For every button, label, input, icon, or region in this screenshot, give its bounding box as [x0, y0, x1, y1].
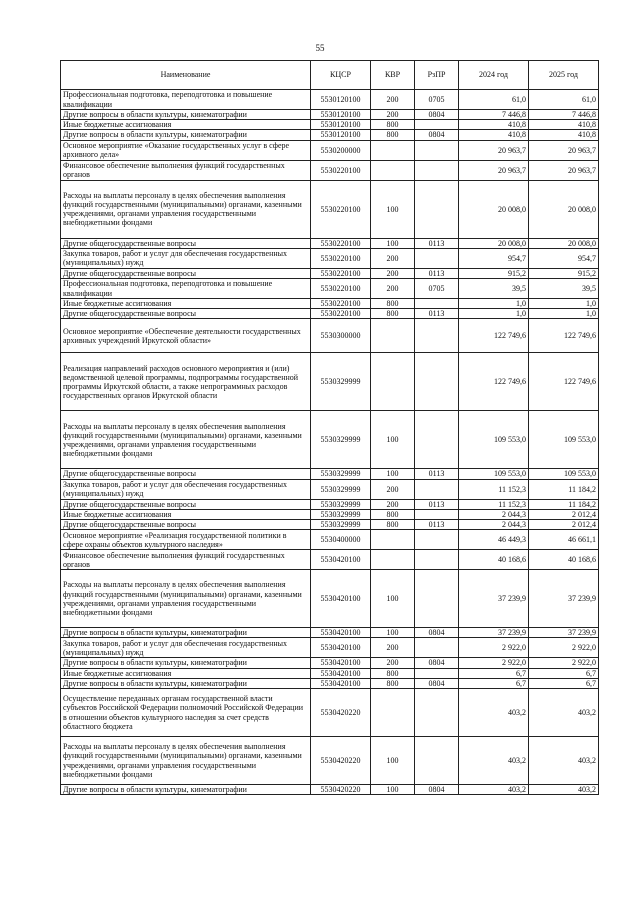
row-rzpr — [415, 411, 459, 469]
table-header-row — [61, 61, 599, 90]
row-rzpr: 0113 — [415, 309, 459, 319]
row-kcsr: 5530220100 — [311, 160, 371, 180]
row-name: Профессиональная подготовка, переподготовка и повышение квалификации — [61, 279, 311, 299]
row-amount-2025: 403,2 — [529, 689, 599, 737]
row-kvr: 100 — [371, 737, 415, 785]
row-amount-2025: 20 008,0 — [529, 238, 599, 248]
row-kvr: 800 — [371, 309, 415, 319]
row-kvr: 200 — [371, 638, 415, 658]
row-rzpr: 0804 — [415, 110, 459, 120]
row-rzpr: 0804 — [415, 785, 459, 795]
row-name: Другие вопросы в области культуры, кинематографии — [61, 130, 311, 140]
row-kvr: 200 — [371, 479, 415, 499]
row-amount-2024: 2 922,0 — [459, 638, 529, 658]
row-name: Основное мероприятие «Обеспечение деятельности государственных архивных учреждений Иркутской области» — [61, 319, 311, 353]
row-rzpr — [415, 180, 459, 238]
row-amount-2025: 20 963,7 — [529, 160, 599, 180]
row-kcsr: 5530400000 — [311, 530, 371, 550]
row-rzpr — [415, 140, 459, 160]
row-kcsr: 5530420100 — [311, 628, 371, 638]
row-kcsr: 5530420100 — [311, 638, 371, 658]
table-row — [61, 110, 599, 120]
table-row — [61, 160, 599, 180]
row-kvr: 200 — [371, 268, 415, 278]
table-row — [61, 628, 599, 638]
table-row — [61, 785, 599, 795]
table-row — [61, 668, 599, 678]
row-amount-2024: 61,0 — [459, 90, 529, 110]
row-kvr: 200 — [371, 279, 415, 299]
table-row — [61, 479, 599, 499]
row-amount-2024: 403,2 — [459, 737, 529, 785]
row-name: Другие вопросы в области культуры, кинематографии — [61, 658, 311, 668]
row-amount-2024: 403,2 — [459, 785, 529, 795]
row-amount-2025: 7 446,8 — [529, 110, 599, 120]
row-rzpr: 0113 — [415, 268, 459, 278]
row-kvr — [371, 353, 415, 411]
row-amount-2024: 39,5 — [459, 279, 529, 299]
row-amount-2024: 6,7 — [459, 668, 529, 678]
table-row — [61, 238, 599, 248]
row-name: Профессиональная подготовка, переподготовка и повышение квалификации — [61, 90, 311, 110]
row-kvr: 800 — [371, 120, 415, 130]
row-amount-2024: 20 008,0 — [459, 180, 529, 238]
table-row — [61, 411, 599, 469]
row-rzpr — [415, 530, 459, 550]
row-kvr: 100 — [371, 469, 415, 479]
row-amount-2025: 1,0 — [529, 299, 599, 309]
row-amount-2024: 1,0 — [459, 309, 529, 319]
row-amount-2025: 6,7 — [529, 678, 599, 688]
row-kvr: 800 — [371, 668, 415, 678]
row-amount-2025: 122 749,6 — [529, 353, 599, 411]
row-rzpr: 0804 — [415, 678, 459, 688]
table-row — [61, 248, 599, 268]
table-body — [61, 90, 599, 795]
row-kcsr: 5530220100 — [311, 299, 371, 309]
row-kvr: 200 — [371, 248, 415, 268]
header-year-2024: 2024 год — [459, 61, 529, 90]
row-kvr — [371, 530, 415, 550]
row-name: Основное мероприятие «Реализация государственной политики в сфере охраны объектов культурного наследия» — [61, 530, 311, 550]
row-rzpr — [415, 160, 459, 180]
row-rzpr — [415, 319, 459, 353]
table-row — [61, 309, 599, 319]
row-name: Расходы на выплаты персоналу в целях обеспечения выполнения функций государственными (муниципальными) органами, казенными учреждениями, органами управления государственными внебюджетными фондами — [61, 180, 311, 238]
row-kvr: 800 — [371, 299, 415, 309]
row-name: Другие общегосударственные вопросы — [61, 520, 311, 530]
row-amount-2025: 6,7 — [529, 668, 599, 678]
row-rzpr: 0705 — [415, 279, 459, 299]
row-amount-2025: 2 012,4 — [529, 509, 599, 519]
row-amount-2025: 410,8 — [529, 120, 599, 130]
row-kcsr: 5530329999 — [311, 509, 371, 519]
row-amount-2024: 6,7 — [459, 678, 529, 688]
row-kvr — [371, 160, 415, 180]
row-amount-2024: 37 239,9 — [459, 628, 529, 638]
table-row — [61, 678, 599, 688]
row-amount-2025: 11 184,2 — [529, 499, 599, 509]
row-amount-2024: 20 008,0 — [459, 238, 529, 248]
row-name: Реализация направлений расходов основного мероприятия и (или) ведомственной целевой программы, подпрограммы государственной программы Иркутской области, а также непрограммных расходов государственных органов Иркутской области — [61, 353, 311, 411]
table-row — [61, 130, 599, 140]
row-kcsr: 5530329999 — [311, 353, 371, 411]
table-row — [61, 550, 599, 570]
row-amount-2025: 46 661,1 — [529, 530, 599, 550]
row-kcsr: 5530220100 — [311, 238, 371, 248]
row-name: Закупка товаров, работ и услуг для обеспечения государственных (муниципальных) нужд — [61, 638, 311, 658]
table-row — [61, 689, 599, 737]
row-name: Другие общегосударственные вопросы — [61, 499, 311, 509]
row-amount-2025: 403,2 — [529, 785, 599, 795]
table-row — [61, 638, 599, 658]
row-rzpr — [415, 353, 459, 411]
table-row — [61, 299, 599, 309]
row-rzpr: 0113 — [415, 469, 459, 479]
row-kcsr: 5530420100 — [311, 658, 371, 668]
row-amount-2024: 2 044,3 — [459, 509, 529, 519]
row-rzpr — [415, 120, 459, 130]
row-amount-2024: 37 239,9 — [459, 570, 529, 628]
table-row — [61, 737, 599, 785]
row-amount-2024: 40 168,6 — [459, 550, 529, 570]
row-rzpr — [415, 248, 459, 268]
page-number: 55 — [315, 43, 325, 53]
row-amount-2024: 122 749,6 — [459, 319, 529, 353]
row-amount-2025: 109 553,0 — [529, 469, 599, 479]
row-kcsr: 5530300000 — [311, 319, 371, 353]
row-kvr: 200 — [371, 658, 415, 668]
row-name: Закупка товаров, работ и услуг для обеспечения государственных (муниципальных) нужд — [61, 479, 311, 499]
row-name: Иные бюджетные ассигнования — [61, 120, 311, 130]
row-amount-2024: 20 963,7 — [459, 160, 529, 180]
row-name: Закупка товаров, работ и услуг для обеспечения государственных (муниципальных) нужд — [61, 248, 311, 268]
row-name: Основное мероприятие «Оказание государственных услуг в сфере архивного дела» — [61, 140, 311, 160]
row-kvr: 200 — [371, 110, 415, 120]
row-rzpr: 0705 — [415, 90, 459, 110]
header-name: Наименование — [61, 61, 311, 90]
row-name: Иные бюджетные ассигнования — [61, 668, 311, 678]
row-kcsr: 5530329999 — [311, 479, 371, 499]
row-amount-2024: 20 963,7 — [459, 140, 529, 160]
row-kvr: 100 — [371, 180, 415, 238]
row-kcsr: 5530120100 — [311, 130, 371, 140]
row-kvr: 800 — [371, 509, 415, 519]
row-amount-2025: 20 963,7 — [529, 140, 599, 160]
row-amount-2025: 109 553,0 — [529, 411, 599, 469]
row-amount-2025: 11 184,2 — [529, 479, 599, 499]
row-rzpr — [415, 509, 459, 519]
row-amount-2024: 403,2 — [459, 689, 529, 737]
row-name: Другие общегосударственные вопросы — [61, 238, 311, 248]
row-amount-2024: 11 152,3 — [459, 499, 529, 509]
row-rzpr: 0804 — [415, 628, 459, 638]
row-rzpr — [415, 299, 459, 309]
row-rzpr — [415, 668, 459, 678]
row-kcsr: 5530220100 — [311, 248, 371, 268]
row-kvr: 800 — [371, 130, 415, 140]
row-kcsr: 5530329999 — [311, 520, 371, 530]
table-row — [61, 120, 599, 130]
row-rzpr — [415, 737, 459, 785]
row-kcsr: 5530329999 — [311, 499, 371, 509]
row-amount-2024: 2 044,3 — [459, 520, 529, 530]
row-name: Другие вопросы в области культуры, кинематографии — [61, 785, 311, 795]
row-rzpr — [415, 570, 459, 628]
row-kvr: 200 — [371, 90, 415, 110]
row-rzpr — [415, 638, 459, 658]
row-name: Финансовое обеспечение выполнения функций государственных органов — [61, 160, 311, 180]
row-kcsr: 5530200000 — [311, 140, 371, 160]
row-rzpr: 0804 — [415, 658, 459, 668]
row-kcsr: 5530329999 — [311, 469, 371, 479]
row-amount-2024: 915,2 — [459, 268, 529, 278]
row-name: Иные бюджетные ассигнования — [61, 299, 311, 309]
row-kcsr: 5530220100 — [311, 309, 371, 319]
row-amount-2025: 2 922,0 — [529, 638, 599, 658]
row-amount-2024: 109 553,0 — [459, 469, 529, 479]
header-kvr: КВР — [371, 61, 415, 90]
row-kcsr: 5530420220 — [311, 785, 371, 795]
row-rzpr — [415, 550, 459, 570]
row-amount-2024: 954,7 — [459, 248, 529, 268]
row-name: Финансовое обеспечение выполнения функций государственных органов — [61, 550, 311, 570]
table-row — [61, 319, 599, 353]
row-amount-2024: 1,0 — [459, 299, 529, 309]
row-amount-2025: 410,8 — [529, 130, 599, 140]
header-rzpr: РзПР — [415, 61, 459, 90]
table-row — [61, 658, 599, 668]
row-kvr: 100 — [371, 411, 415, 469]
row-kcsr: 5530420100 — [311, 678, 371, 688]
row-amount-2024: 46 449,3 — [459, 530, 529, 550]
row-amount-2024: 122 749,6 — [459, 353, 529, 411]
row-name: Осуществление переданных органам государственной власти субъектов Российской Федерации полномочий Российской Федерации в отношении объектов культурного наследия за счет средств областного бюджета — [61, 689, 311, 737]
row-kcsr: 5530220100 — [311, 268, 371, 278]
row-amount-2025: 2 012,4 — [529, 520, 599, 530]
row-amount-2025: 37 239,9 — [529, 628, 599, 638]
row-kvr: 100 — [371, 238, 415, 248]
row-rzpr: 0113 — [415, 520, 459, 530]
row-name: Расходы на выплаты персоналу в целях обеспечения выполнения функций государственными (муниципальными) органами, казенными учреждениями, органами управления государственными внебюджетными фондами — [61, 411, 311, 469]
row-rzpr: 0804 — [415, 130, 459, 140]
row-kcsr: 5530420220 — [311, 737, 371, 785]
row-kvr — [371, 140, 415, 160]
row-amount-2024: 11 152,3 — [459, 479, 529, 499]
row-kvr — [371, 689, 415, 737]
table-row — [61, 180, 599, 238]
row-name: Другие вопросы в области культуры, кинематографии — [61, 678, 311, 688]
row-kcsr: 5530420100 — [311, 550, 371, 570]
row-rzpr — [415, 689, 459, 737]
row-name: Другие общегосударственные вопросы — [61, 469, 311, 479]
row-amount-2025: 40 168,6 — [529, 550, 599, 570]
row-name: Другие вопросы в области культуры, кинематографии — [61, 110, 311, 120]
table-row — [61, 509, 599, 519]
row-amount-2025: 1,0 — [529, 309, 599, 319]
budget-table — [60, 60, 599, 795]
table-row — [61, 520, 599, 530]
row-kvr: 100 — [371, 628, 415, 638]
row-amount-2025: 20 008,0 — [529, 180, 599, 238]
row-amount-2025: 122 749,6 — [529, 319, 599, 353]
header-year-2025: 2025 год — [529, 61, 599, 90]
table-row — [61, 499, 599, 509]
row-amount-2025: 403,2 — [529, 737, 599, 785]
row-amount-2025: 954,7 — [529, 248, 599, 268]
header-kcsr: КЦСР — [311, 61, 371, 90]
row-amount-2025: 915,2 — [529, 268, 599, 278]
row-amount-2024: 7 446,8 — [459, 110, 529, 120]
table-row — [61, 530, 599, 550]
row-name: Другие общегосударственные вопросы — [61, 309, 311, 319]
table-row — [61, 140, 599, 160]
row-amount-2025: 2 922,0 — [529, 658, 599, 668]
table-row — [61, 268, 599, 278]
row-kcsr: 5530120100 — [311, 90, 371, 110]
row-kcsr: 5530420100 — [311, 570, 371, 628]
row-rzpr — [415, 479, 459, 499]
row-rzpr: 0113 — [415, 499, 459, 509]
row-name: Расходы на выплаты персоналу в целях обеспечения выполнения функций государственными (муниципальными) органами, казенными учреждениями, органами управления государственными внебюджетными фондами — [61, 570, 311, 628]
table-row — [61, 279, 599, 299]
row-kvr — [371, 319, 415, 353]
row-kcsr: 5530120100 — [311, 120, 371, 130]
row-kcsr: 5530220100 — [311, 180, 371, 238]
row-amount-2025: 37 239,9 — [529, 570, 599, 628]
table-row — [61, 90, 599, 110]
table-row — [61, 570, 599, 628]
row-kvr: 800 — [371, 678, 415, 688]
row-name: Расходы на выплаты персоналу в целях обеспечения выполнения функций государственными (муниципальными) органами, казенными учреждениями, органами управления государственными внебюджетными фондами — [61, 737, 311, 785]
row-rzpr: 0113 — [415, 238, 459, 248]
row-kcsr: 5530220100 — [311, 279, 371, 299]
row-kcsr: 5530329999 — [311, 411, 371, 469]
row-amount-2025: 39,5 — [529, 279, 599, 299]
row-kvr: 800 — [371, 520, 415, 530]
row-kvr: 100 — [371, 785, 415, 795]
row-amount-2025: 61,0 — [529, 90, 599, 110]
row-amount-2024: 2 922,0 — [459, 658, 529, 668]
row-kvr: 200 — [371, 499, 415, 509]
row-kcsr: 5530420220 — [311, 689, 371, 737]
row-kvr — [371, 550, 415, 570]
row-kcsr: 5530420100 — [311, 668, 371, 678]
row-kvr: 100 — [371, 570, 415, 628]
row-amount-2024: 410,8 — [459, 120, 529, 130]
table-row — [61, 469, 599, 479]
row-name: Другие общегосударственные вопросы — [61, 268, 311, 278]
row-kcsr: 5530120100 — [311, 110, 371, 120]
table-row — [61, 353, 599, 411]
row-amount-2024: 410,8 — [459, 130, 529, 140]
row-name: Другие вопросы в области культуры, кинематографии — [61, 628, 311, 638]
row-name: Иные бюджетные ассигнования — [61, 509, 311, 519]
row-amount-2024: 109 553,0 — [459, 411, 529, 469]
